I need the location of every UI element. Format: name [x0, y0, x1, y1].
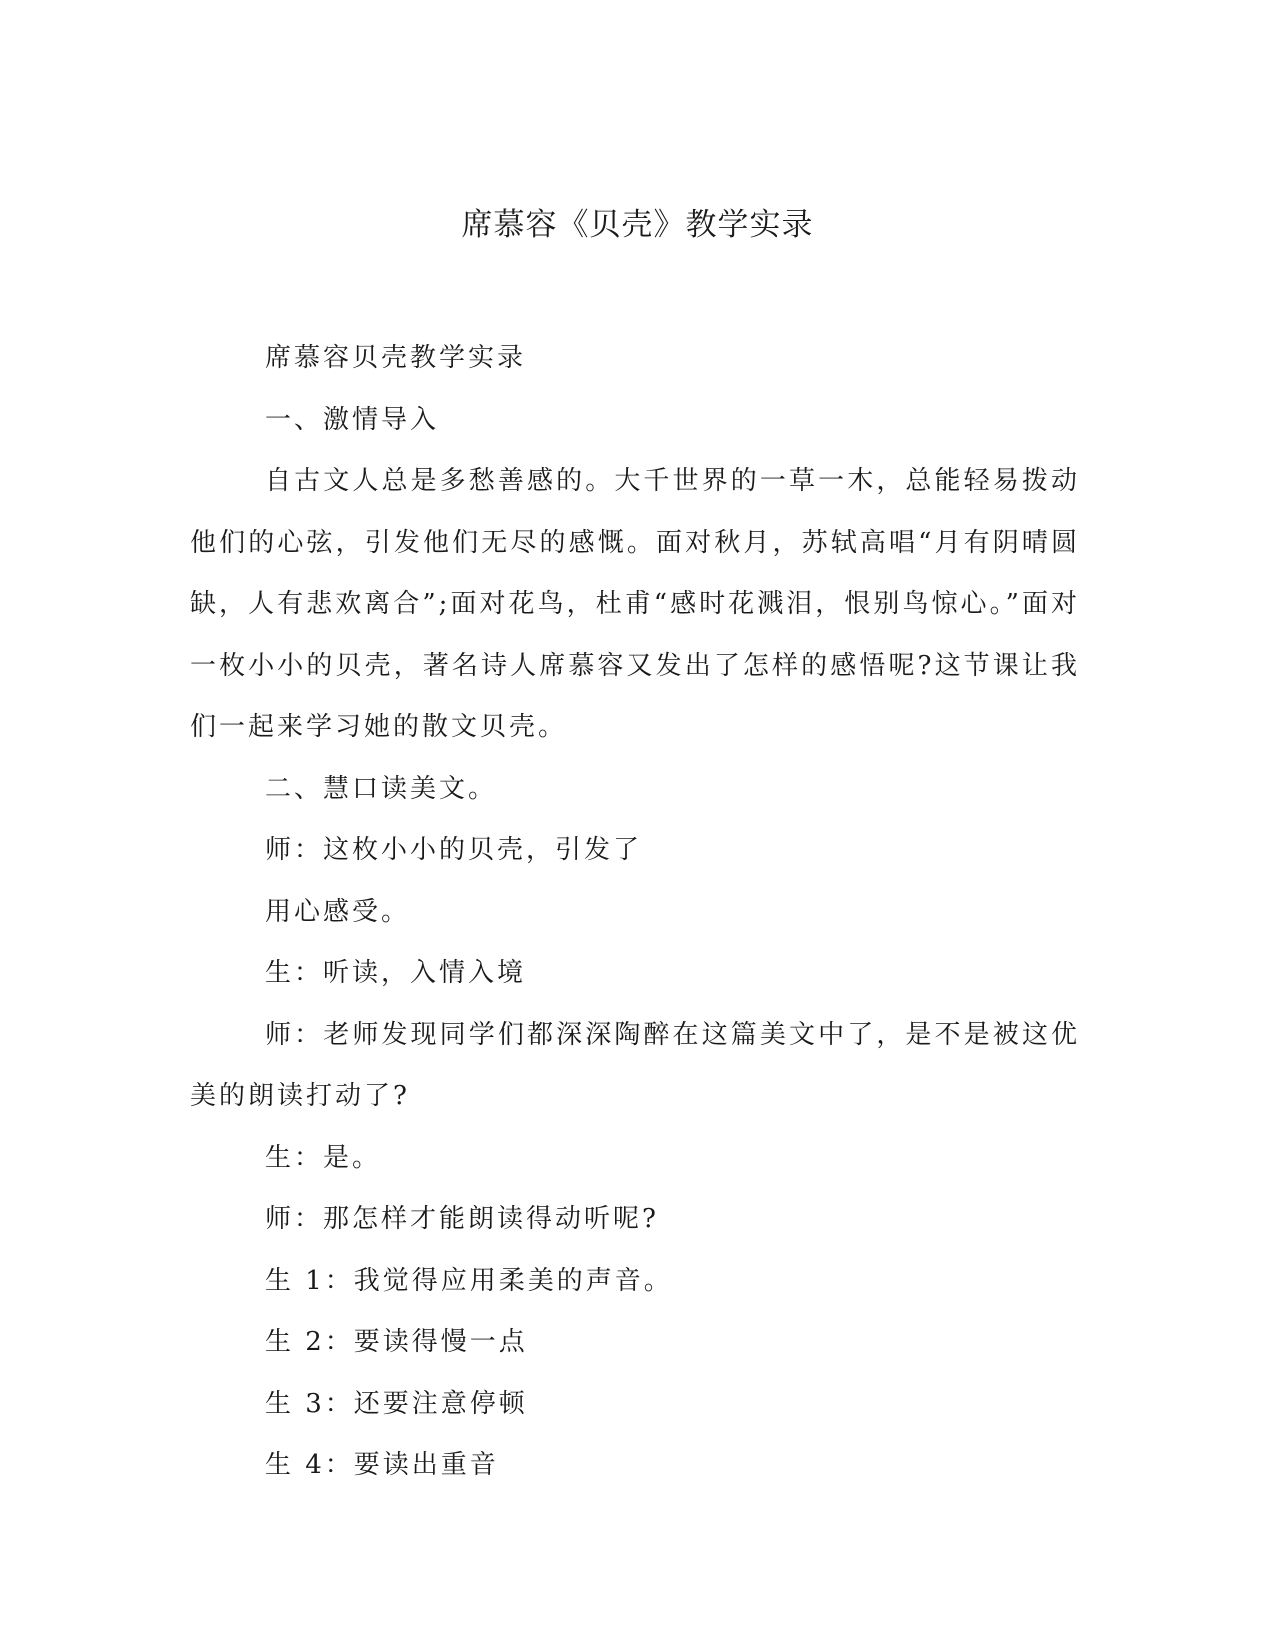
dialogue-line: 师：这枚小小的贝壳，引发了 [265, 835, 643, 865]
section-heading-2: 二、慧口读美文。 [265, 773, 498, 804]
dialogue-line: 生 1：我觉得应用柔美的声音。 [265, 1265, 673, 1296]
dialogue-line: 师：老师发现同学们都深深陶醉在这篇美文中了，是不是被这优美的朗读打动了? [190, 1019, 1080, 1111]
section-heading-1: 一、激情导入 [265, 404, 440, 435]
intro-paragraph: 自古文人总是多愁善感的。大千世界的一草一木，总能轻易拨动他们的心弦，引发他们无尽的感慨。面对秋月，苏轼高唱“月有阴晴圆缺，人有悲欢离合”;面对花鸟，杜甫“感时花溅泪，恨别鸟惊心。”面对一枚小小的贝壳，著名诗人席慕容又发出了怎样的感悟呢?这节课让我们一起来学习她的散文贝壳。 [190, 466, 1080, 742]
dialogue-line: 生：听读，入情入境 [265, 958, 527, 988]
dialogue-line: 生 4：要读出重音 [265, 1450, 499, 1480]
document-body [190, 328, 1080, 1497]
document-title: 席慕容《贝壳》教学实录 [461, 207, 814, 243]
dialogue-line: 生 3：还要注意停顿 [265, 1388, 528, 1419]
subtitle-paragraph: 席慕容贝壳教学实录 [265, 343, 527, 373]
dialogue-line: 生 2：要读得慢一点 [265, 1327, 528, 1357]
dialogue-line: 生：是。 [265, 1142, 382, 1173]
dialogue-line: 用心感受。 [265, 896, 411, 927]
dialogue-line: 师：那怎样才能朗读得动听呢? [265, 1204, 659, 1234]
